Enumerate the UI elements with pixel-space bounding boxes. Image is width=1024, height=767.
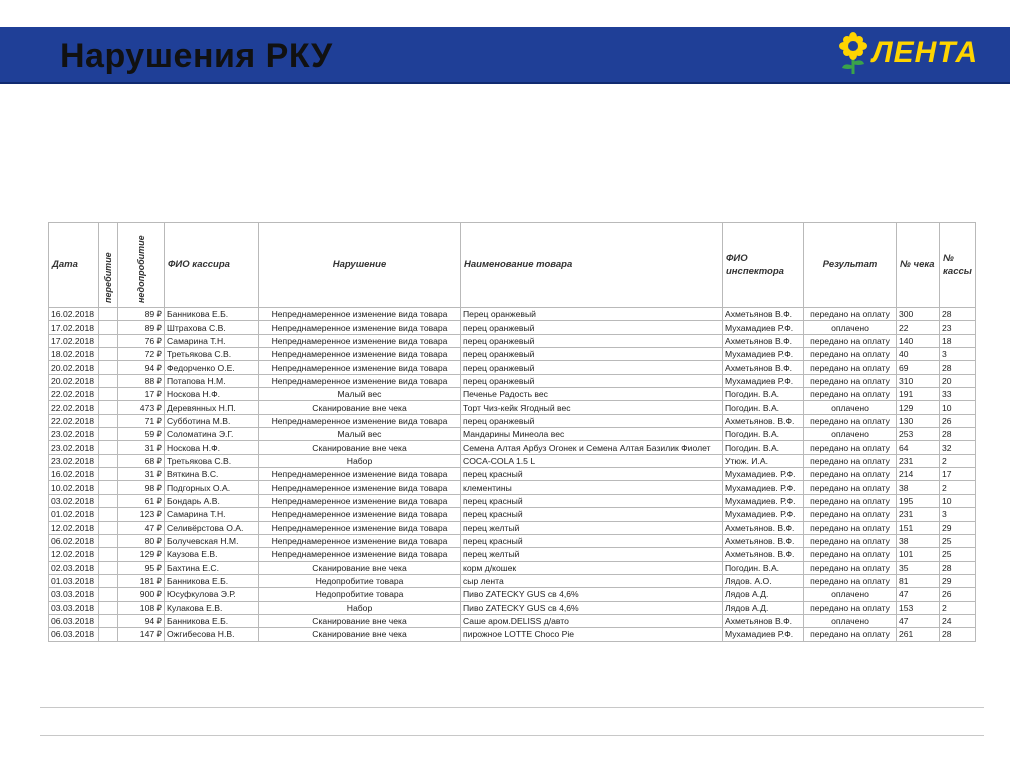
cell-cashier: Соломатина Э.Г. bbox=[165, 428, 259, 441]
cell-inspector: Погодин. В.А. bbox=[723, 388, 804, 401]
cell-product: перец желтый bbox=[461, 548, 723, 561]
cell-violation: Непреднамеренное изменение вида товара bbox=[259, 534, 461, 547]
cell-overpunch bbox=[99, 321, 118, 334]
cell-violation: Непреднамеренное изменение вида товара bbox=[259, 348, 461, 361]
cell-cashier: Кулакова Е.В. bbox=[165, 601, 259, 614]
col-header-overpunch bbox=[99, 223, 118, 308]
cell-product: Саше аром.DELISS д/авто bbox=[461, 614, 723, 627]
cell-receipt: 191 bbox=[897, 388, 940, 401]
cell-underpunch: 71 ₽ bbox=[118, 414, 165, 427]
cell-violation: Сканирование вне чека bbox=[259, 614, 461, 627]
cell-date: 22.02.2018 bbox=[49, 414, 99, 427]
cell-register: 26 bbox=[940, 588, 976, 601]
table-row bbox=[49, 534, 976, 547]
cell-cashier: Банникова Е.Б. bbox=[165, 308, 259, 321]
table-row bbox=[49, 614, 976, 627]
cell-violation: Набор bbox=[259, 601, 461, 614]
cell-receipt: 81 bbox=[897, 574, 940, 587]
cell-register: 10 bbox=[940, 401, 976, 414]
cell-inspector: Мухамадиев Р.Ф. bbox=[723, 321, 804, 334]
cell-register: 32 bbox=[940, 441, 976, 454]
cell-overpunch bbox=[99, 388, 118, 401]
cell-violation: Непреднамеренное изменение вида товара bbox=[259, 481, 461, 494]
cell-date: 03.03.2018 bbox=[49, 588, 99, 601]
cell-result: оплачено bbox=[804, 614, 897, 627]
cell-product: сыр лента bbox=[461, 574, 723, 587]
cell-register: 26 bbox=[940, 414, 976, 427]
cell-date: 12.02.2018 bbox=[49, 548, 99, 561]
cell-result: оплачено bbox=[804, 428, 897, 441]
cell-cashier: Штрахова С.В. bbox=[165, 321, 259, 334]
cell-underpunch: 76 ₽ bbox=[118, 334, 165, 347]
cell-register: 28 bbox=[940, 361, 976, 374]
cell-receipt: 64 bbox=[897, 441, 940, 454]
cell-overpunch bbox=[99, 428, 118, 441]
cell-inspector: Мухамадиев. Р.Ф. bbox=[723, 494, 804, 507]
cell-cashier: Потапова Н.М. bbox=[165, 374, 259, 387]
cell-violation: Непреднамеренное изменение вида товара bbox=[259, 508, 461, 521]
cell-cashier: Деревянных Н.П. bbox=[165, 401, 259, 414]
cell-product: Торт Чиз-кейк Ягодный вес bbox=[461, 401, 723, 414]
cell-underpunch: 61 ₽ bbox=[118, 494, 165, 507]
footer-divider bbox=[40, 735, 984, 736]
cell-receipt: 231 bbox=[897, 454, 940, 467]
col-header-underpunch bbox=[118, 223, 165, 308]
cell-receipt: 22 bbox=[897, 321, 940, 334]
cell-product: Печенье Радость вес bbox=[461, 388, 723, 401]
cell-inspector: Лядов А.Д. bbox=[723, 588, 804, 601]
logo-text: ЛЕНТА bbox=[872, 36, 979, 69]
cell-result: оплачено bbox=[804, 588, 897, 601]
cell-underpunch: 181 ₽ bbox=[118, 574, 165, 587]
cell-product: перец желтый bbox=[461, 521, 723, 534]
cell-inspector: Лядов. А.О. bbox=[723, 574, 804, 587]
cell-register: 20 bbox=[940, 374, 976, 387]
cell-product: клементины bbox=[461, 481, 723, 494]
cell-date: 20.02.2018 bbox=[49, 374, 99, 387]
cell-date: 22.02.2018 bbox=[49, 401, 99, 414]
cell-cashier: Вяткина В.С. bbox=[165, 468, 259, 481]
cell-receipt: 38 bbox=[897, 534, 940, 547]
footer-divider bbox=[40, 707, 984, 708]
table-row bbox=[49, 548, 976, 561]
cell-product: перец красный bbox=[461, 534, 723, 547]
cell-result: передано на оплату bbox=[804, 441, 897, 454]
cell-cashier: Носкова Н.Ф. bbox=[165, 441, 259, 454]
cell-date: 18.02.2018 bbox=[49, 348, 99, 361]
cell-date: 02.03.2018 bbox=[49, 561, 99, 574]
table-row bbox=[49, 388, 976, 401]
cell-underpunch: 72 ₽ bbox=[118, 348, 165, 361]
cell-underpunch: 94 ₽ bbox=[118, 614, 165, 627]
cell-violation: Непреднамеренное изменение вида товара bbox=[259, 468, 461, 481]
cell-date: 06.02.2018 bbox=[49, 534, 99, 547]
cell-receipt: 300 bbox=[897, 308, 940, 321]
cell-date: 06.03.2018 bbox=[49, 628, 99, 641]
cell-receipt: 153 bbox=[897, 601, 940, 614]
cell-underpunch: 31 ₽ bbox=[118, 468, 165, 481]
cell-product: Семена Алтая Арбуз Огонек и Семена Алтая Базилик Фиолет bbox=[461, 441, 723, 454]
cell-overpunch bbox=[99, 454, 118, 467]
cell-product: перец красный bbox=[461, 468, 723, 481]
table-row bbox=[49, 561, 976, 574]
cell-inspector: Ахметьянов В.Ф. bbox=[723, 361, 804, 374]
sunflower-icon bbox=[836, 32, 870, 76]
cell-date: 23.02.2018 bbox=[49, 441, 99, 454]
cell-underpunch: 98 ₽ bbox=[118, 481, 165, 494]
table-body bbox=[49, 308, 976, 642]
cell-overpunch bbox=[99, 601, 118, 614]
table-row bbox=[49, 508, 976, 521]
cell-violation: Сканирование вне чека bbox=[259, 628, 461, 641]
cell-date: 03.02.2018 bbox=[49, 494, 99, 507]
cell-product: Мандарины Минеола вес bbox=[461, 428, 723, 441]
cell-register: 28 bbox=[940, 628, 976, 641]
cell-inspector: Погодин. В.А. bbox=[723, 561, 804, 574]
cell-overpunch bbox=[99, 548, 118, 561]
cell-inspector: Лядов А.Д. bbox=[723, 601, 804, 614]
cell-inspector: Утюж. И.А. bbox=[723, 454, 804, 467]
cell-inspector: Мухамадиев Р.Ф. bbox=[723, 374, 804, 387]
cell-violation: Непреднамеренное изменение вида товара bbox=[259, 494, 461, 507]
table-row bbox=[49, 321, 976, 334]
cell-date: 16.02.2018 bbox=[49, 308, 99, 321]
cell-overpunch bbox=[99, 414, 118, 427]
cell-overpunch bbox=[99, 614, 118, 627]
cell-result: передано на оплату bbox=[804, 481, 897, 494]
cell-overpunch bbox=[99, 308, 118, 321]
cell-underpunch: 47 ₽ bbox=[118, 521, 165, 534]
cell-inspector: Мухамадиев. Р.Ф. bbox=[723, 508, 804, 521]
cell-register: 24 bbox=[940, 614, 976, 627]
cell-underpunch: 89 ₽ bbox=[118, 308, 165, 321]
table-row bbox=[49, 308, 976, 321]
cell-overpunch bbox=[99, 348, 118, 361]
cell-violation: Непреднамеренное изменение вида товара bbox=[259, 374, 461, 387]
cell-register: 33 bbox=[940, 388, 976, 401]
cell-violation: Недопробитие товара bbox=[259, 588, 461, 601]
cell-underpunch: 17 ₽ bbox=[118, 388, 165, 401]
cell-violation: Непреднамеренное изменение вида товара bbox=[259, 334, 461, 347]
cell-violation: Сканирование вне чека bbox=[259, 401, 461, 414]
cell-product: пирожное LOTTE Choco Pie bbox=[461, 628, 723, 641]
table-row bbox=[49, 361, 976, 374]
cell-inspector: Мухамадиев Р.Ф. bbox=[723, 348, 804, 361]
cell-result: передано на оплату bbox=[804, 388, 897, 401]
violations-table-wrap bbox=[48, 222, 976, 642]
cell-cashier: Третьякова С.В. bbox=[165, 348, 259, 361]
cell-date: 10.02.2018 bbox=[49, 481, 99, 494]
cell-receipt: 40 bbox=[897, 348, 940, 361]
cell-product: COCA-COLA 1.5 L bbox=[461, 454, 723, 467]
cell-result: передано на оплату bbox=[804, 334, 897, 347]
cell-receipt: 69 bbox=[897, 361, 940, 374]
col-header-receipt: № чека bbox=[897, 223, 940, 308]
table-row bbox=[49, 628, 976, 641]
col-header-underpunch-label: недопробитие bbox=[136, 235, 146, 303]
cell-register: 28 bbox=[940, 428, 976, 441]
cell-overpunch bbox=[99, 561, 118, 574]
table-row bbox=[49, 468, 976, 481]
cell-receipt: 140 bbox=[897, 334, 940, 347]
cell-result: передано на оплату bbox=[804, 414, 897, 427]
cell-underpunch: 68 ₽ bbox=[118, 454, 165, 467]
cell-result: передано на оплату bbox=[804, 374, 897, 387]
cell-register: 2 bbox=[940, 481, 976, 494]
cell-overpunch bbox=[99, 441, 118, 454]
cell-underpunch: 94 ₽ bbox=[118, 361, 165, 374]
col-header-cashier: ФИО кассира bbox=[165, 223, 259, 308]
cell-result: передано на оплату bbox=[804, 601, 897, 614]
cell-date: 06.03.2018 bbox=[49, 614, 99, 627]
cell-receipt: 231 bbox=[897, 508, 940, 521]
cell-cashier: Самарина Т.Н. bbox=[165, 334, 259, 347]
cell-receipt: 38 bbox=[897, 481, 940, 494]
cell-date: 01.02.2018 bbox=[49, 508, 99, 521]
lenta-logo bbox=[836, 32, 996, 76]
cell-violation: Непреднамеренное изменение вида товара bbox=[259, 361, 461, 374]
cell-inspector: Ахметьянов. В.Ф. bbox=[723, 534, 804, 547]
cell-receipt: 129 bbox=[897, 401, 940, 414]
cell-violation: Непреднамеренное изменение вида товара bbox=[259, 548, 461, 561]
cell-register: 10 bbox=[940, 494, 976, 507]
cell-inspector: Мухамадиев. Р.Ф. bbox=[723, 481, 804, 494]
cell-result: передано на оплату bbox=[804, 521, 897, 534]
cell-date: 01.03.2018 bbox=[49, 574, 99, 587]
cell-inspector: Ахметьянов В.Ф. bbox=[723, 334, 804, 347]
cell-overpunch bbox=[99, 468, 118, 481]
cell-date: 16.02.2018 bbox=[49, 468, 99, 481]
cell-underpunch: 88 ₽ bbox=[118, 374, 165, 387]
cell-violation: Малый вес bbox=[259, 388, 461, 401]
table-header-row bbox=[49, 223, 976, 308]
cell-date: 17.02.2018 bbox=[49, 334, 99, 347]
table-row bbox=[49, 454, 976, 467]
cell-overpunch bbox=[99, 494, 118, 507]
cell-date: 20.02.2018 bbox=[49, 361, 99, 374]
cell-violation: Непреднамеренное изменение вида товара bbox=[259, 308, 461, 321]
cell-inspector: Погодин. В.А. bbox=[723, 441, 804, 454]
cell-result: передано на оплату bbox=[804, 508, 897, 521]
cell-product: перец оранжевый bbox=[461, 374, 723, 387]
cell-inspector: Ахметьянов. В.Ф. bbox=[723, 521, 804, 534]
cell-result: передано на оплату bbox=[804, 494, 897, 507]
cell-result: передано на оплату bbox=[804, 308, 897, 321]
cell-overpunch bbox=[99, 588, 118, 601]
cell-register: 23 bbox=[940, 321, 976, 334]
cell-result: передано на оплату bbox=[804, 534, 897, 547]
table-row bbox=[49, 348, 976, 361]
cell-cashier: Болучевская Н.М. bbox=[165, 534, 259, 547]
cell-cashier: Бондарь А.В. bbox=[165, 494, 259, 507]
cell-underpunch: 89 ₽ bbox=[118, 321, 165, 334]
page-title: Нарушения РКУ bbox=[60, 37, 333, 75]
col-header-overpunch-label: перебитие bbox=[103, 252, 113, 303]
cell-receipt: 130 bbox=[897, 414, 940, 427]
cell-cashier: Третьякова С.В. bbox=[165, 454, 259, 467]
cell-date: 03.03.2018 bbox=[49, 601, 99, 614]
title-bar bbox=[0, 27, 1010, 84]
table-row bbox=[49, 401, 976, 414]
cell-receipt: 253 bbox=[897, 428, 940, 441]
cell-inspector: Ахметьянов. В.Ф. bbox=[723, 414, 804, 427]
cell-register: 28 bbox=[940, 308, 976, 321]
cell-underpunch: 31 ₽ bbox=[118, 441, 165, 454]
cell-underpunch: 123 ₽ bbox=[118, 508, 165, 521]
cell-violation: Непреднамеренное изменение вида товара bbox=[259, 321, 461, 334]
cell-register: 2 bbox=[940, 454, 976, 467]
cell-cashier: Каузова Е.В. bbox=[165, 548, 259, 561]
cell-cashier: Юсуфкулова Э.Р. bbox=[165, 588, 259, 601]
cell-receipt: 195 bbox=[897, 494, 940, 507]
col-header-inspector: ФИО инспектора bbox=[723, 223, 804, 308]
cell-result: передано на оплату bbox=[804, 561, 897, 574]
cell-product: перец оранжевый bbox=[461, 414, 723, 427]
cell-receipt: 261 bbox=[897, 628, 940, 641]
cell-register: 29 bbox=[940, 521, 976, 534]
cell-inspector: Погодин. В.А. bbox=[723, 401, 804, 414]
cell-register: 28 bbox=[940, 561, 976, 574]
cell-result: оплачено bbox=[804, 401, 897, 414]
col-header-date: Дата bbox=[49, 223, 99, 308]
cell-register: 29 bbox=[940, 574, 976, 587]
cell-overpunch bbox=[99, 628, 118, 641]
cell-overpunch bbox=[99, 481, 118, 494]
cell-cashier: Банникова Е.Б. bbox=[165, 574, 259, 587]
table-row bbox=[49, 441, 976, 454]
cell-overpunch bbox=[99, 534, 118, 547]
cell-product: Пиво ZATECKY GUS св 4,6% bbox=[461, 588, 723, 601]
cell-underpunch: 80 ₽ bbox=[118, 534, 165, 547]
cell-underpunch: 147 ₽ bbox=[118, 628, 165, 641]
cell-receipt: 47 bbox=[897, 614, 940, 627]
cell-inspector: Погодин. В.А. bbox=[723, 428, 804, 441]
cell-receipt: 214 bbox=[897, 468, 940, 481]
cell-cashier: Банникова Е.Б. bbox=[165, 614, 259, 627]
violations-table bbox=[48, 222, 976, 642]
cell-register: 3 bbox=[940, 348, 976, 361]
table-row bbox=[49, 414, 976, 427]
cell-inspector: Ахметьянов В.Ф. bbox=[723, 308, 804, 321]
cell-overpunch bbox=[99, 574, 118, 587]
cell-violation: Непреднамеренное изменение вида товара bbox=[259, 521, 461, 534]
table-row bbox=[49, 601, 976, 614]
cell-underpunch: 900 ₽ bbox=[118, 588, 165, 601]
cell-product: корм д/кошек bbox=[461, 561, 723, 574]
cell-underpunch: 108 ₽ bbox=[118, 601, 165, 614]
cell-cashier: Носкова Н.Ф. bbox=[165, 388, 259, 401]
cell-cashier: Бахтина Е.С. bbox=[165, 561, 259, 574]
cell-cashier: Ожгибесова Н.В. bbox=[165, 628, 259, 641]
cell-product: перец оранжевый bbox=[461, 321, 723, 334]
table-row bbox=[49, 574, 976, 587]
cell-cashier: Селивёрстова О.А. bbox=[165, 521, 259, 534]
cell-cashier: Подгорных О.А. bbox=[165, 481, 259, 494]
cell-violation: Малый вес bbox=[259, 428, 461, 441]
col-header-result: Результат bbox=[804, 223, 897, 308]
cell-underpunch: 95 ₽ bbox=[118, 561, 165, 574]
table-row bbox=[49, 481, 976, 494]
cell-receipt: 47 bbox=[897, 588, 940, 601]
cell-register: 3 bbox=[940, 508, 976, 521]
cell-result: передано на оплату bbox=[804, 628, 897, 641]
cell-register: 25 bbox=[940, 548, 976, 561]
table-row bbox=[49, 494, 976, 507]
cell-result: оплачено bbox=[804, 321, 897, 334]
cell-result: передано на оплату bbox=[804, 468, 897, 481]
table-row bbox=[49, 374, 976, 387]
cell-register: 18 bbox=[940, 334, 976, 347]
cell-result: передано на оплату bbox=[804, 361, 897, 374]
table-row bbox=[49, 521, 976, 534]
cell-receipt: 35 bbox=[897, 561, 940, 574]
cell-date: 23.02.2018 bbox=[49, 454, 99, 467]
cell-overpunch bbox=[99, 508, 118, 521]
cell-receipt: 151 bbox=[897, 521, 940, 534]
cell-underpunch: 59 ₽ bbox=[118, 428, 165, 441]
cell-receipt: 101 bbox=[897, 548, 940, 561]
cell-date: 12.02.2018 bbox=[49, 521, 99, 534]
cell-date: 17.02.2018 bbox=[49, 321, 99, 334]
cell-product: перец красный bbox=[461, 508, 723, 521]
table-row bbox=[49, 334, 976, 347]
cell-inspector: Мухамадиев Р.Ф. bbox=[723, 628, 804, 641]
cell-inspector: Мухамадиев. Р.Ф. bbox=[723, 468, 804, 481]
cell-inspector: Ахметьянов. В.Ф. bbox=[723, 548, 804, 561]
cell-result: передано на оплату bbox=[804, 348, 897, 361]
cell-overpunch bbox=[99, 521, 118, 534]
cell-underpunch: 129 ₽ bbox=[118, 548, 165, 561]
cell-overpunch bbox=[99, 401, 118, 414]
cell-overpunch bbox=[99, 361, 118, 374]
cell-cashier: Самарина Т.Н. bbox=[165, 508, 259, 521]
cell-violation: Непреднамеренное изменение вида товара bbox=[259, 414, 461, 427]
cell-date: 22.02.2018 bbox=[49, 388, 99, 401]
cell-result: передано на оплату bbox=[804, 574, 897, 587]
col-header-violation: Нарушение bbox=[259, 223, 461, 308]
cell-product: Пиво ZATECKY GUS св 4,6% bbox=[461, 601, 723, 614]
cell-violation: Набор bbox=[259, 454, 461, 467]
cell-inspector: Ахметьянов В.Ф. bbox=[723, 614, 804, 627]
cell-date: 23.02.2018 bbox=[49, 428, 99, 441]
cell-cashier: Федорченко О.Е. bbox=[165, 361, 259, 374]
cell-result: передано на оплату bbox=[804, 454, 897, 467]
cell-result: передано на оплату bbox=[804, 548, 897, 561]
cell-product: перец оранжевый bbox=[461, 361, 723, 374]
cell-product: перец оранжевый bbox=[461, 348, 723, 361]
table-row bbox=[49, 588, 976, 601]
cell-register: 25 bbox=[940, 534, 976, 547]
cell-product: перец красный bbox=[461, 494, 723, 507]
cell-overpunch bbox=[99, 334, 118, 347]
table-row bbox=[49, 428, 976, 441]
cell-register: 2 bbox=[940, 601, 976, 614]
cell-product: перец оранжевый bbox=[461, 334, 723, 347]
cell-violation: Недопробитие товара bbox=[259, 574, 461, 587]
col-header-register: № кассы bbox=[940, 223, 976, 308]
cell-product: Перец оранжевый bbox=[461, 308, 723, 321]
cell-violation: Сканирование вне чека bbox=[259, 441, 461, 454]
col-header-product: Наименование товара bbox=[461, 223, 723, 308]
cell-receipt: 310 bbox=[897, 374, 940, 387]
cell-register: 17 bbox=[940, 468, 976, 481]
cell-violation: Сканирование вне чека bbox=[259, 561, 461, 574]
cell-cashier: Субботина М.В. bbox=[165, 414, 259, 427]
cell-overpunch bbox=[99, 374, 118, 387]
cell-underpunch: 473 ₽ bbox=[118, 401, 165, 414]
